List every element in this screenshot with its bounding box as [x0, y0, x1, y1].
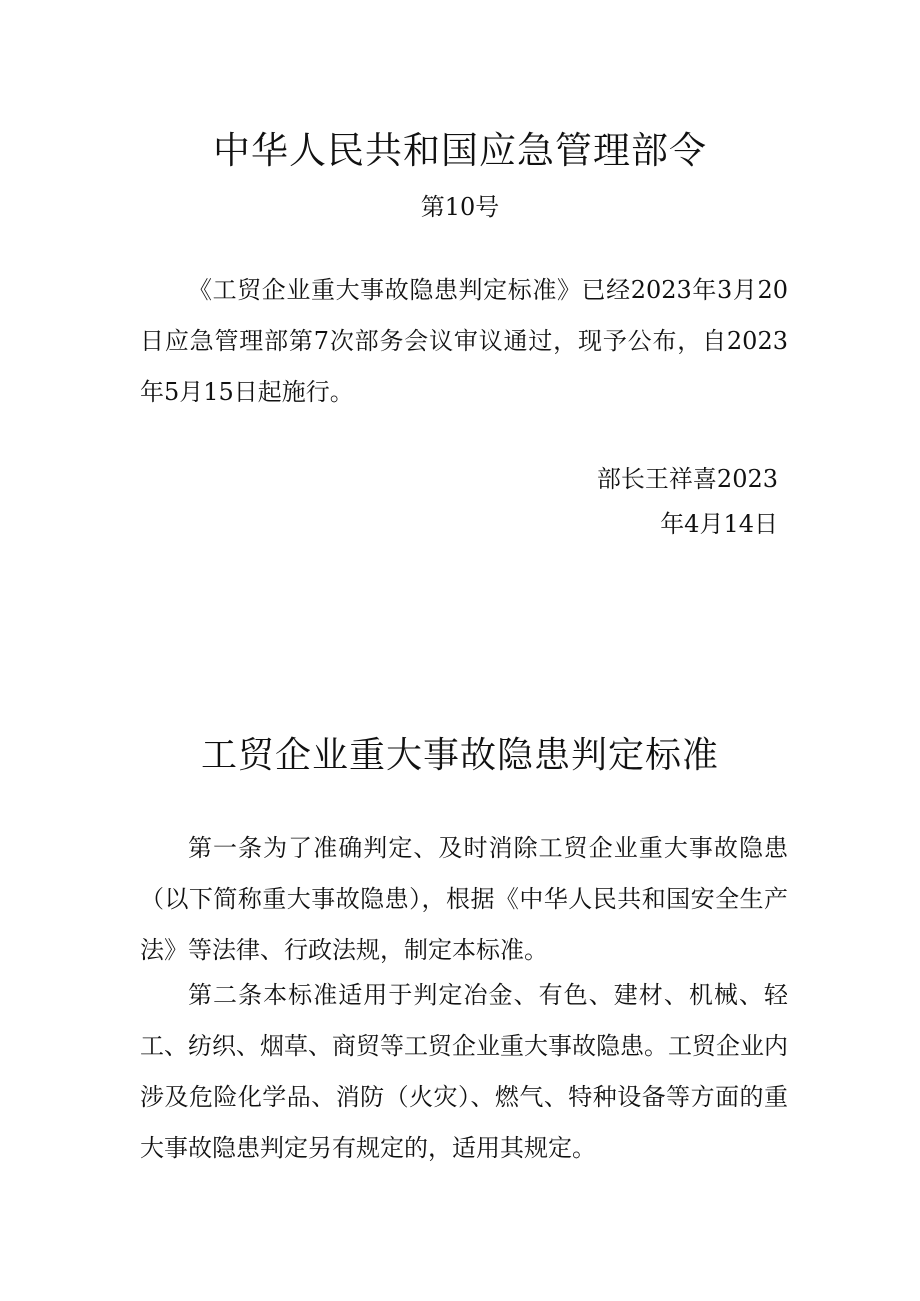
order-number: 第10号: [420, 193, 500, 221]
order-body-paragraph: 《工贸企业重大事故隐患判定标准》已经2023年3月20日应急管理部第7次部务会议审议通过，现予公布，自2023年5月15日起施行。: [140, 276, 788, 406]
article-1-paragraph: 第一条为了准确判定、及时消除工贸企业重大事故隐患（以下简称重大事故隐患），根据《中华人民共和国安全生产法》等法律、行政法规，制定本标准。: [140, 834, 788, 964]
article-2-paragraph: 第二条本标准适用于判定冶金、有色、建材、机械、轻工、纺织、烟草、商贸等工贸企业重大事故隐患。工贸企业内涉及危险化学品、消防（火灾）、燃气、特种设备等方面的重大事故隐患判定另有规定的，适用其规定。: [140, 981, 788, 1162]
signature-line-1: 部长王祥喜2023: [596, 465, 778, 493]
signature-line-2: 年4月14日: [660, 510, 778, 538]
order-title: 中华人民共和国应急管理部令: [213, 129, 707, 172]
standard-title: 工贸企业重大事故隐患判定标准: [200, 735, 719, 776]
